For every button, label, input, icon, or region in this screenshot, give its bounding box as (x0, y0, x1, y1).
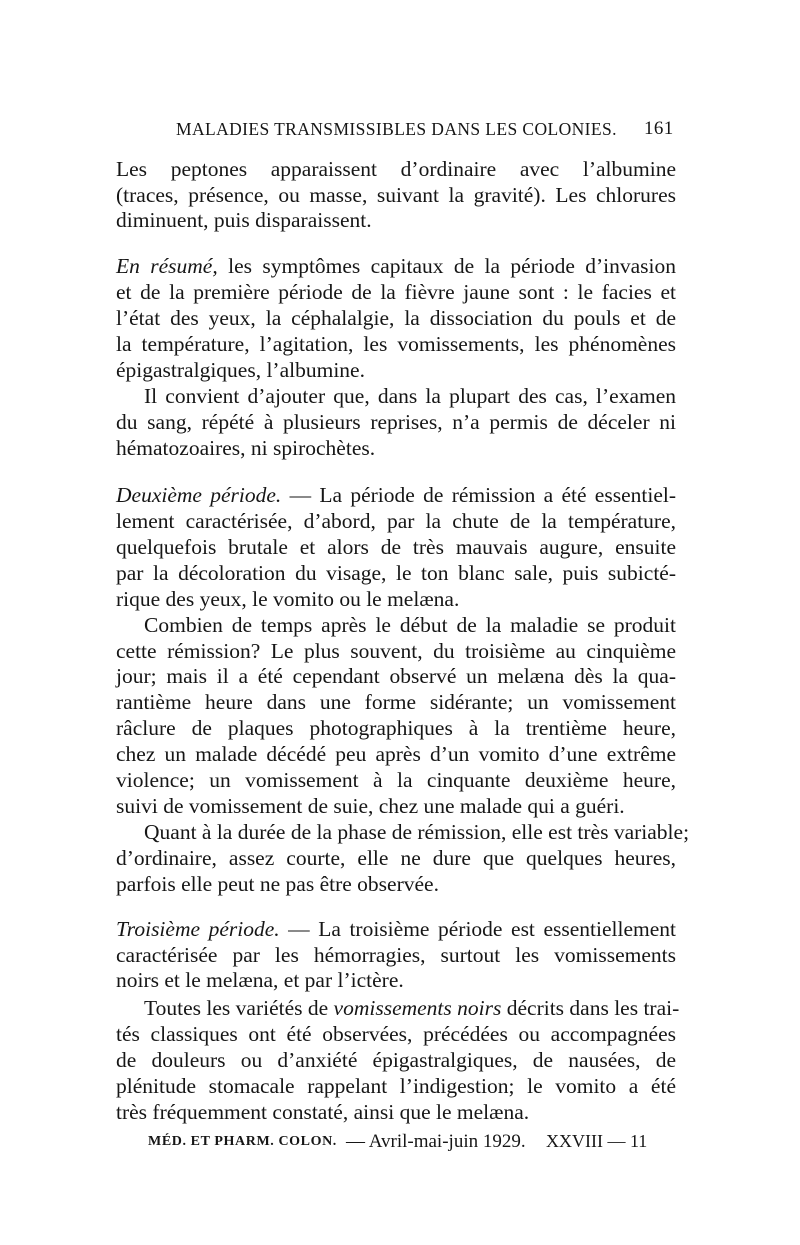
text-line: lement caractérisée, d’abord, par la chute de la température, (116, 509, 676, 533)
text-line: la température, l’agitation, les vomissements, les phénomènes (116, 332, 676, 356)
paragraph-lead: Deuxième période. (116, 483, 282, 507)
text-line: Quant à la durée de la phase de rémission, elle est très variable; (144, 820, 690, 844)
paragraph-lead: Troisième période. (116, 917, 280, 941)
text-line: rique des yeux, le vomito ou le melæna. (116, 587, 460, 611)
text-line: et de la première période de la fièvre jaune sont : le facies et (116, 280, 676, 304)
text-line: de douleurs ou d’anxiété épigastralgiques, de nausées, de (116, 1048, 676, 1072)
text-line: d’ordinaire, assez courte, elle ne dure que quelques heures, (116, 846, 676, 870)
text-line: noirs et le melæna, et par l’ictère. (116, 968, 404, 992)
paragraph-lead: En résumé, (116, 254, 218, 278)
footer-dates: — Avril-mai-juin 1929. (346, 1131, 526, 1152)
text-line: violence; un vomissement à la cinquante deuxième heure, (116, 768, 676, 792)
text-line: diminuent, puis disparaissent. (116, 208, 372, 232)
text-line: par la décoloration du visage, le ton blanc sale, puis subicté- (116, 561, 676, 585)
text-line: chez un malade décédé peu après d’un vomito d’une extrême (116, 742, 676, 766)
text-line: Les peptones apparaissent d’ordinaire avec l’albumine (116, 157, 676, 181)
running-header (0, 115, 800, 145)
text-line: (traces, présence, ou masse, suivant la gravité). Les chlorures (116, 183, 676, 207)
text-line: cette rémission? Le plus souvent, du troisième au cinquième (116, 639, 676, 663)
text-line: suivi de vomissement de suie, chez une malade qui a guéri. (116, 794, 625, 818)
text-line: Il convient d’ajouter que, dans la plupart des cas, l’examen (144, 384, 676, 408)
text-line: Toutes les variétés de vomissements noirs décrits dans les trai- (144, 996, 680, 1020)
running-title: MALADIES TRANSMISSIBLES DANS LES COLONIES. (176, 119, 617, 139)
text-line: hématozoaires, ni spirochètes. (116, 436, 376, 460)
text-line: plénitude stomacale rappelant l’indigestion; le vomito a été (116, 1074, 676, 1098)
text-line: parfois elle peut ne pas être observée. (116, 872, 439, 896)
footer-journal: MÉD. ET PHARM. COLON. (148, 1134, 337, 1149)
text-line: très fréquemment constaté, ainsi que le melæna. (116, 1100, 530, 1124)
text-line: Combien de temps après le début de la maladie se produit (144, 613, 676, 637)
footer-sheet-signature: XXVIII — 11 (546, 1131, 648, 1151)
text-line: râclure de plaques photographiques à la trentième heure, (116, 716, 676, 740)
text-line: épigastralgiques, l’albumine. (116, 358, 365, 382)
text-line: En résumé, les symptômes capitaux de la période d’invasion (116, 254, 677, 278)
text-line: tés classiques ont été observées, précédées ou accompagnées (116, 1022, 676, 1046)
text-line: l’état des yeux, la céphalalgie, la dissociation du pouls et de (116, 306, 676, 330)
text-line: Troisième période. — La troisième période est essentiellement (116, 917, 676, 941)
text-line: jour; mais il a été cependant observé un melæna dès la qua- (116, 664, 676, 688)
page-number: 161 (644, 118, 674, 139)
emphasis: vomissements noirs (333, 996, 502, 1020)
text-line: rantième heure dans une forme sidérante; un vomissement (116, 690, 676, 714)
page-footer (0, 1130, 800, 1158)
text-line: caractérisée par les hémorragies, surtout les vomissements (116, 943, 676, 967)
text-line: du sang, répété à plusieurs reprises, n’a permis de déceler ni (116, 410, 676, 434)
text-line: quelquefois brutale et alors de très mauvais augure, ensuite (116, 535, 676, 559)
text-line: Deuxième période. — La période de rémission a été essentiel- (116, 483, 676, 507)
